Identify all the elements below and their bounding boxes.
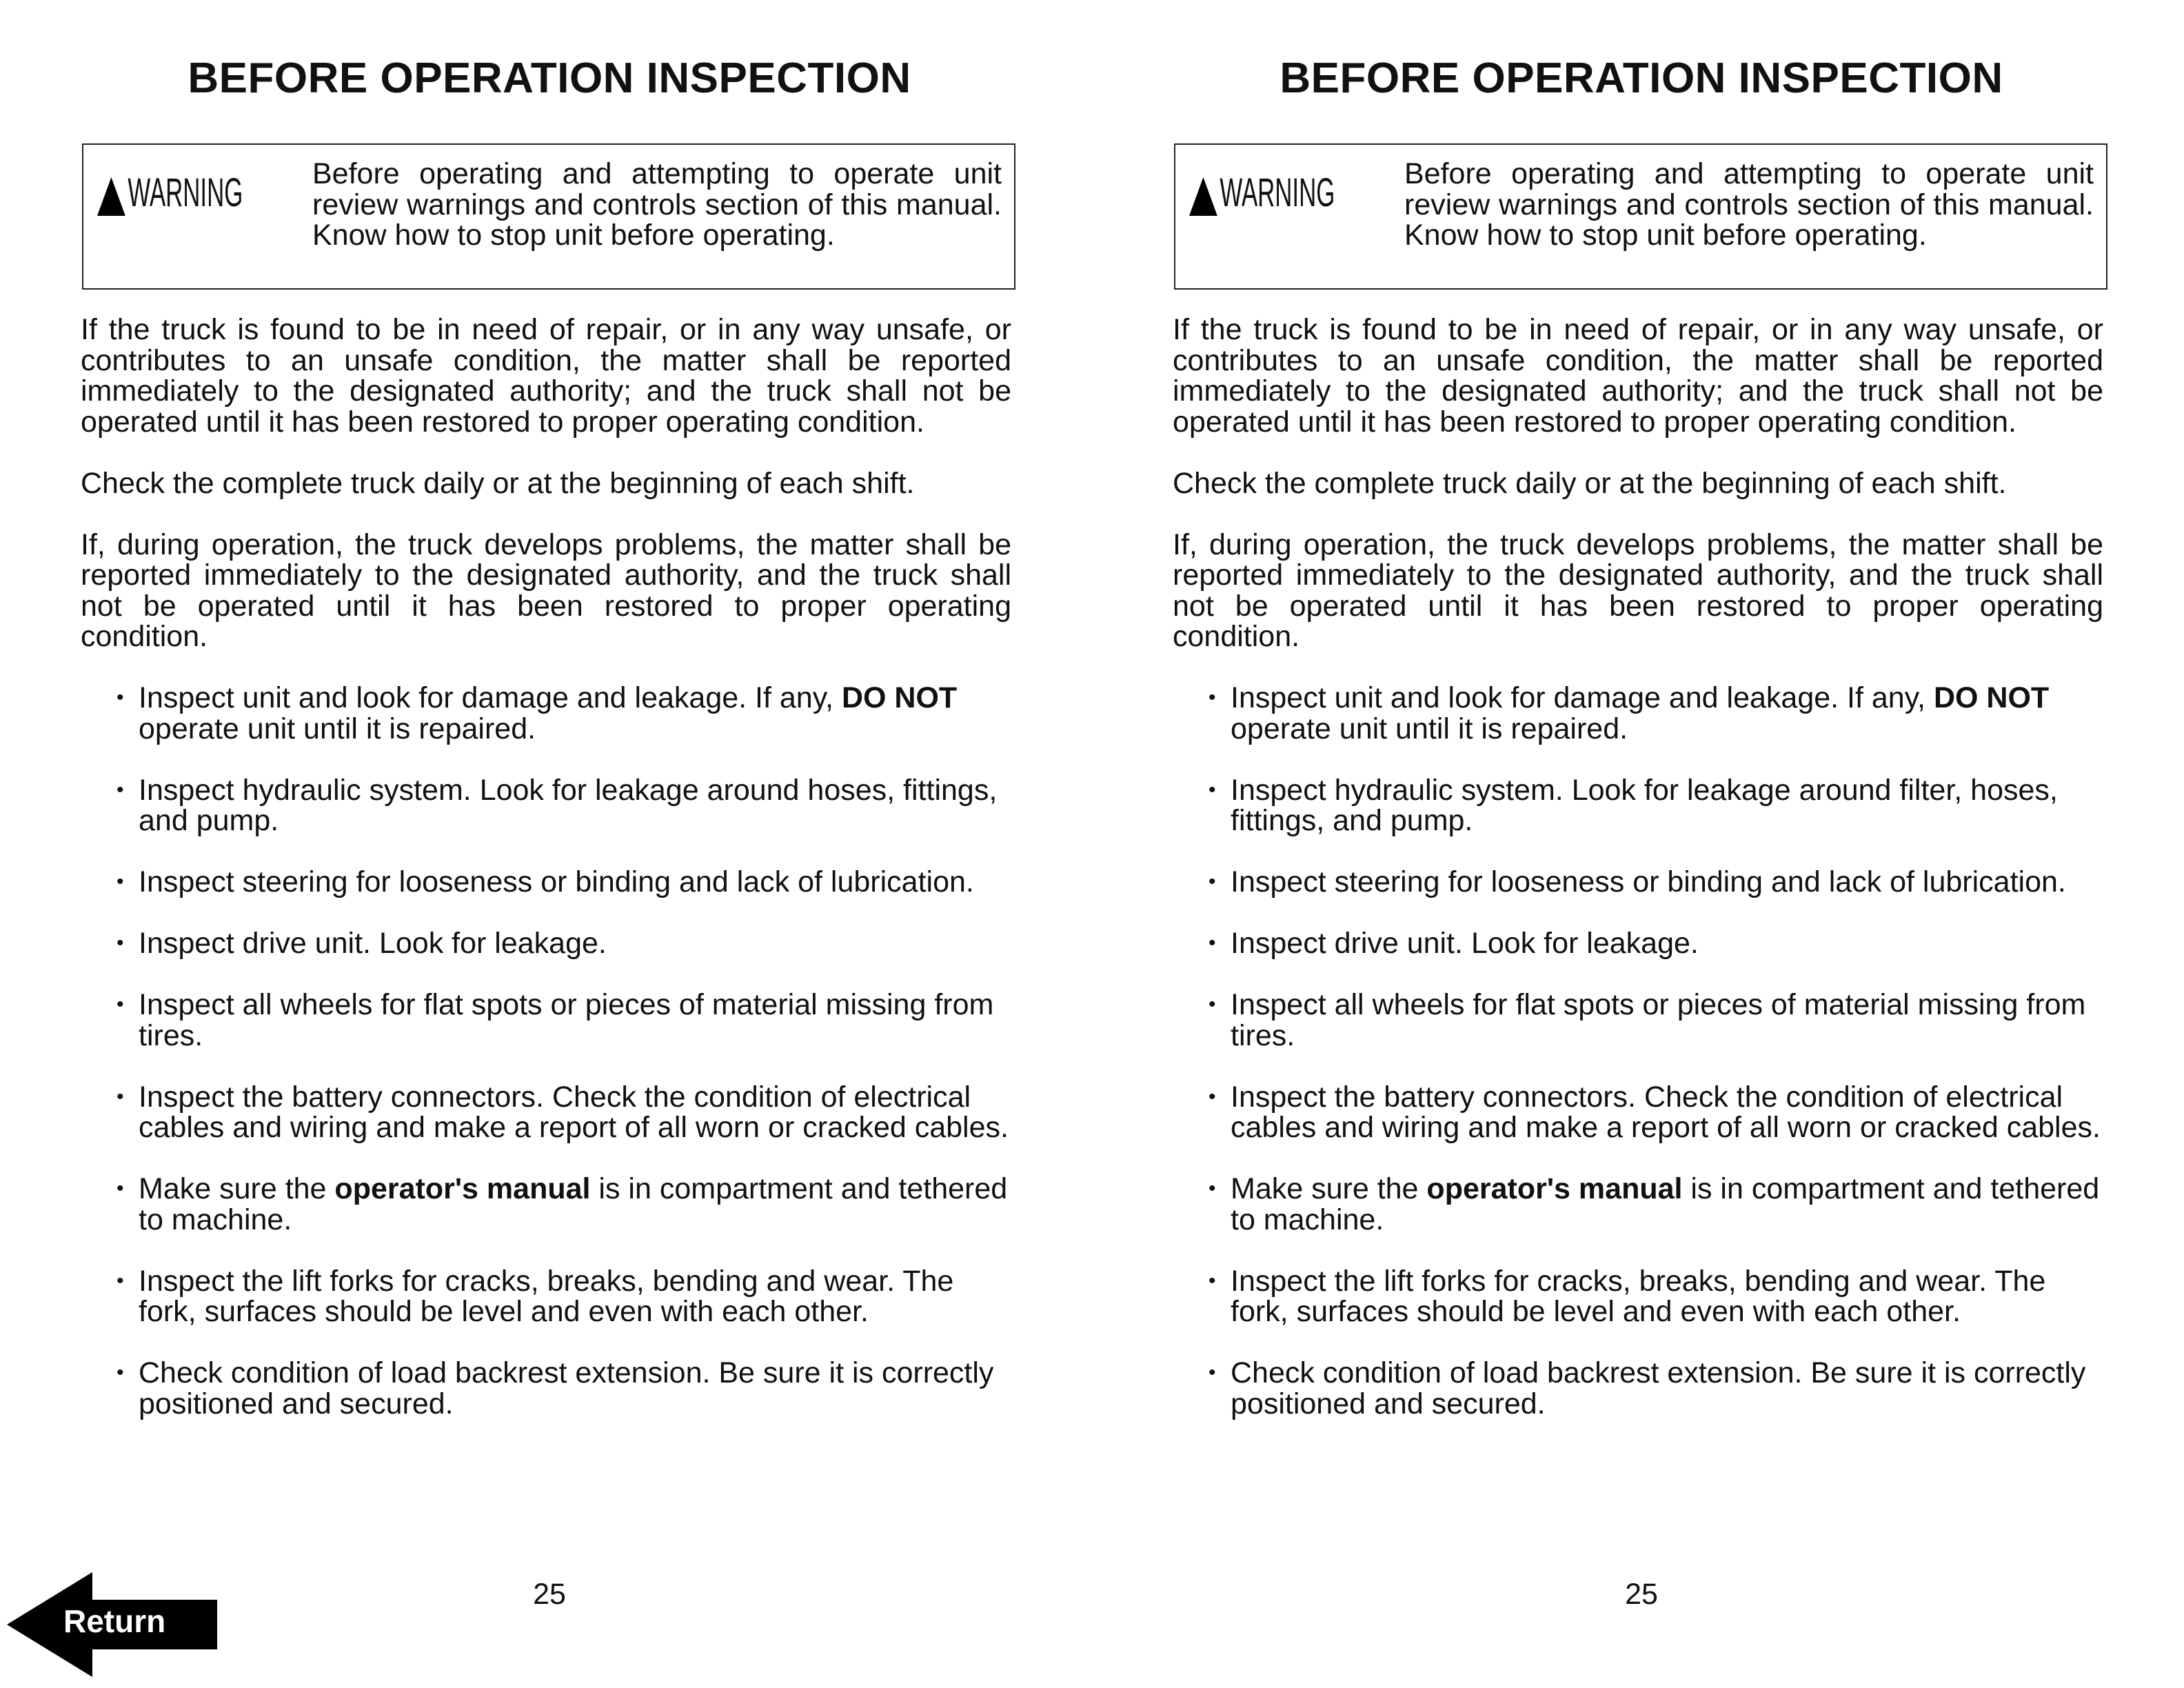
list-item: [81, 775, 1011, 836]
item-text: Inspect drive unit. Look for leakage.: [139, 927, 607, 960]
item-text-end: operate unit until it is repaired.: [1231, 712, 1628, 745]
list-item: [1173, 928, 2103, 959]
paragraph: Check the complete truck daily or at the beginning of each shift.: [1173, 466, 2007, 500]
page-number: 25: [533, 1578, 566, 1611]
item-text: Check condition of load backrest extension. Be sure it is correctly positioned and secured.: [1231, 1356, 2086, 1420]
item-text-end: operate unit until it is repaired.: [139, 712, 536, 745]
bullet-icon: •: [1209, 1177, 1216, 1200]
bullet-icon: •: [1209, 993, 1216, 1016]
bullet-icon: •: [1209, 1269, 1216, 1292]
list-item: [81, 989, 1011, 1051]
warning-box: [1174, 143, 2107, 290]
item-bold-text: operator's manual: [1426, 1172, 1683, 1205]
item-text: Make sure the: [1231, 1172, 1427, 1205]
bullet-icon: •: [117, 932, 124, 954]
page-body: [1173, 314, 2103, 1450]
warning-label-text: WARNING: [128, 170, 243, 215]
bullet-icon: •: [1209, 1361, 1216, 1384]
list-item: [1173, 1266, 2103, 1327]
list-item: [1173, 1174, 2103, 1235]
warning-label: [97, 170, 243, 216]
bullet-icon: •: [117, 778, 124, 801]
item-bold-text: DO NOT: [841, 681, 958, 714]
page-title: BEFORE OPERATION INSPECTION: [1280, 54, 2003, 102]
page-body: [81, 314, 1011, 1450]
list-item: [1173, 989, 2103, 1051]
inspection-list: [1173, 683, 2103, 1419]
list-item: [81, 1266, 1011, 1327]
item-text: Inspect drive unit. Look for leakage.: [1231, 927, 1699, 960]
warning-triangle-icon: [1189, 177, 1217, 216]
item-text: Inspect steering for looseness or binding and lack of lubrication.: [139, 865, 974, 898]
page-number: 25: [1625, 1578, 1658, 1611]
paragraph: If the truck is found to be in need of repair, or in any way unsafe, or contributes to an unsafe condition, the matter shall be reported immediately to the designated authority; and the truck shall not be operated until it has been restored to proper operating condition.: [81, 313, 1011, 439]
bullet-icon: •: [117, 1085, 124, 1108]
warning-text: Before operating and attempting to operate unit review warnings and controls section of this manual. Know how to stop unit before operating.: [1404, 157, 2094, 252]
paragraph: Check the complete truck daily or at the beginning of each shift.: [81, 466, 915, 500]
warning-label-text: WARNING: [1220, 170, 1335, 215]
warning-box: [82, 143, 1015, 290]
warning-triangle-icon: [97, 177, 125, 216]
bullet-icon: •: [117, 1269, 124, 1292]
item-text: Inspect all wheels for flat spots or pieces of material missing from tires.: [139, 988, 994, 1052]
list-item: [81, 1082, 1011, 1143]
return-label: Return: [63, 1603, 166, 1639]
item-text: Inspect the lift forks for cracks, breaks, bending and wear. The fork, surfaces should be level and even with each other.: [1231, 1264, 2046, 1328]
page-title: BEFORE OPERATION INSPECTION: [188, 54, 911, 102]
list-item: [1173, 867, 2103, 898]
item-text: Make sure the: [139, 1172, 335, 1205]
list-item: [1173, 1358, 2103, 1419]
list-item: [81, 928, 1011, 959]
item-text: Inspect the battery connectors. Check the condition of electrical cables and wiring and make a report of all worn or cracked cables.: [1231, 1080, 2101, 1144]
item-text: Inspect steering for looseness or binding and lack of lubrication.: [1231, 865, 2066, 898]
list-item: [81, 867, 1011, 898]
item-text: Inspect all wheels for flat spots or pieces of material missing from tires.: [1231, 988, 2086, 1052]
inspection-list: [81, 683, 1011, 1419]
bullet-icon: •: [117, 870, 124, 893]
paragraph: If the truck is found to be in need of repair, or in any way unsafe, or contributes to an unsafe condition, the matter shall be reported immediately to the designated authority; and the truck shall not be operated until it has been restored to proper operating condition.: [1173, 313, 2103, 439]
paragraph: If, during operation, the truck develops problems, the matter shall be reported immediately to the designated authority, and the truck shall not be operated until it has been restored to proper operating condition.: [1173, 528, 2103, 653]
bullet-icon: •: [1209, 1085, 1216, 1108]
bullet-icon: •: [1209, 686, 1216, 709]
return-button[interactable]: [7, 1572, 217, 1677]
item-bold-text: operator's manual: [334, 1172, 591, 1205]
item-text: Inspect hydraulic system. Look for leakage around hoses, fittings, and pump.: [139, 773, 998, 837]
bullet-icon: •: [117, 686, 124, 709]
item-text: Check condition of load backrest extension. Be sure it is correctly positioned and secured.: [139, 1356, 994, 1420]
list-item: [81, 1358, 1011, 1419]
list-item: [1173, 683, 2103, 744]
list-item: [81, 1174, 1011, 1235]
bullet-icon: •: [117, 993, 124, 1016]
item-text: Inspect the battery connectors. Check the condition of electrical cables and wiring and make a report of all worn or cracked cables.: [139, 1080, 1009, 1144]
list-item: [1173, 775, 2103, 836]
item-text-end: is in compartment and tethered to machine.: [1231, 1172, 2100, 1236]
bullet-icon: •: [1209, 932, 1216, 954]
bullet-icon: •: [1209, 870, 1216, 893]
item-bold-text: DO NOT: [1933, 681, 2050, 714]
item-text: Inspect unit and look for damage and leakage. If any,: [1231, 681, 1934, 714]
item-text: Inspect the lift forks for cracks, breaks, bending and wear. The fork, surfaces should be level and even with each other.: [139, 1264, 954, 1328]
bullet-icon: •: [117, 1177, 124, 1200]
warning-label: [1189, 170, 1335, 216]
item-text: Inspect unit and look for damage and leakage. If any,: [139, 681, 842, 714]
page-right: [1173, 0, 2110, 1688]
list-item: [1173, 1082, 2103, 1143]
item-text: Inspect hydraulic system. Look for leakage around filter, hoses, fittings, and pump.: [1231, 773, 2058, 837]
paragraph: If, during operation, the truck develops problems, the matter shall be reported immediately to the designated authority, and the truck shall not be operated until it has been restored to proper operating condition.: [81, 528, 1011, 653]
bullet-icon: •: [1209, 778, 1216, 801]
page-left: [81, 0, 1018, 1688]
bullet-icon: •: [117, 1361, 124, 1384]
warning-text: Before operating and attempting to operate unit review warnings and controls section of this manual. Know how to stop unit before operating.: [312, 157, 1002, 252]
item-text-end: is in compartment and tethered to machine.: [139, 1172, 1008, 1236]
list-item: [81, 683, 1011, 744]
